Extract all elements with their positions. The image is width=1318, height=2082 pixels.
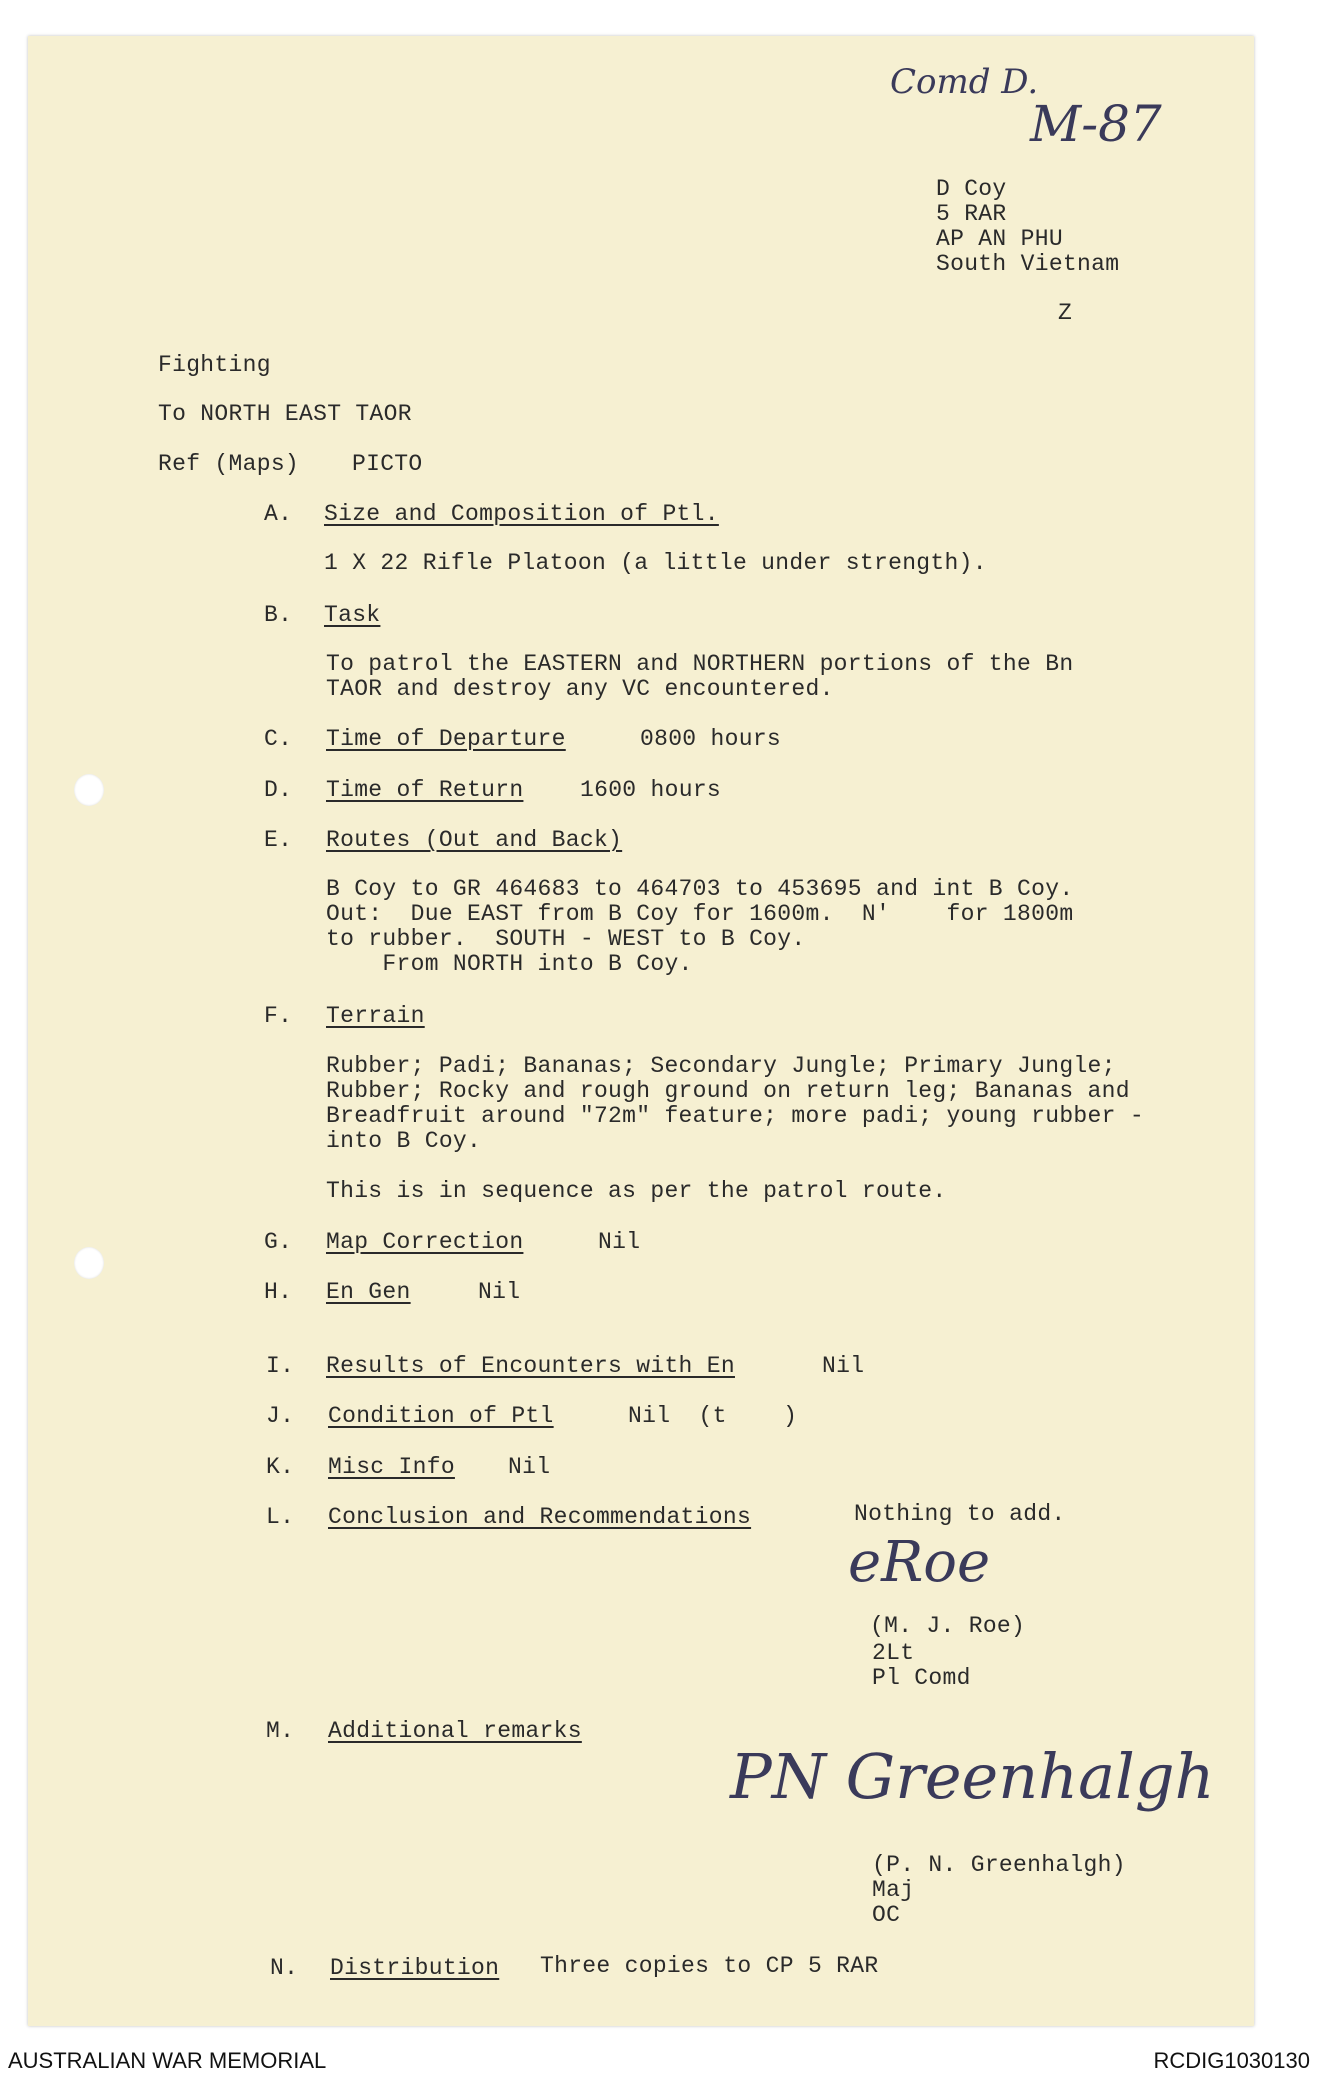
section-i-value: Nil xyxy=(822,1353,865,1379)
section-f-body-2: Rubber; Rocky and rough ground on return leg; Bananas and xyxy=(326,1078,1130,1104)
section-h-heading: En Gen xyxy=(326,1279,411,1305)
section-c-value: 0800 hours xyxy=(640,726,782,752)
address-line-3: AP AN PHU xyxy=(936,226,1063,252)
section-b-body-2: TAOR and destroy any VC encountered. xyxy=(326,676,834,702)
signature-1-role: Pl Comd xyxy=(872,1665,971,1691)
section-f-letter: F. xyxy=(264,1003,293,1029)
section-f-body-3: Breadfruit around "72m" feature; more padi; young rubber - xyxy=(326,1103,1144,1129)
section-e-body-4: From NORTH into B Coy. xyxy=(326,951,693,977)
top-handwritten-note: Comd D. xyxy=(890,62,1039,102)
z-mark: Z xyxy=(1058,300,1073,326)
section-e-body-2: Out: Due EAST from B Coy for 1600m. N' for 1800m xyxy=(326,901,1074,927)
section-l-letter: L. xyxy=(266,1504,295,1530)
ref-maps-value: PICTO xyxy=(352,451,423,477)
section-h-letter: H. xyxy=(264,1279,293,1305)
section-f-heading: Terrain xyxy=(326,1003,425,1029)
section-l-value: Nothing to add. xyxy=(854,1501,1066,1527)
section-i-letter: I. xyxy=(266,1353,295,1379)
footer-id: RCDIG1030130 xyxy=(1153,2048,1310,2073)
section-m-heading: Additional remarks xyxy=(328,1718,582,1744)
handwritten-ref-number: M-87 xyxy=(1030,95,1162,153)
section-f-body-4: into B Coy. xyxy=(326,1128,482,1154)
section-h-value: Nil xyxy=(478,1279,521,1305)
section-e-body-3: to rubber. SOUTH - WEST to B Coy. xyxy=(326,926,806,952)
section-j-value: Nil (t ) xyxy=(628,1403,798,1429)
section-d-heading: Time of Return xyxy=(326,777,524,803)
punch-hole-lower xyxy=(74,1247,104,1279)
signature-1-rank: 2Lt xyxy=(872,1640,915,1666)
section-f-body-1: Rubber; Padi; Bananas; Secondary Jungle; Primary Jungle; xyxy=(326,1053,1116,1079)
patrol-type: Fighting xyxy=(158,352,271,378)
section-j-heading: Condition of Ptl xyxy=(328,1403,554,1429)
signature-greenhalgh: PN Greenhalgh xyxy=(730,1740,1215,1813)
section-f-note: This is in sequence as per the patrol route. xyxy=(326,1178,947,1204)
signature-2-role: OC xyxy=(872,1902,901,1928)
section-g-letter: G. xyxy=(264,1229,293,1255)
section-m-letter: M. xyxy=(266,1718,295,1744)
section-k-heading: Misc Info xyxy=(328,1454,455,1480)
address-line-1: D Coy xyxy=(936,176,1007,202)
section-d-letter: D. xyxy=(264,777,293,803)
section-a-heading: Size and Composition of Ptl. xyxy=(324,501,719,527)
section-g-heading: Map Correction xyxy=(326,1229,524,1255)
ref-maps-label: Ref (Maps) xyxy=(158,451,300,477)
section-e-body-1: B Coy to GR 464683 to 464703 to 453695 and int B Coy. xyxy=(326,876,1074,902)
section-d-value: 1600 hours xyxy=(580,777,722,803)
section-e-letter: E. xyxy=(264,827,293,853)
section-g-value: Nil xyxy=(598,1229,641,1255)
section-n-letter: N. xyxy=(270,1955,299,1981)
signature-1-name: (M. J. Roe) xyxy=(870,1613,1026,1639)
section-n-heading: Distribution xyxy=(330,1955,500,1981)
section-i-heading: Results of Encounters with En xyxy=(326,1353,735,1379)
signature-2-rank: Maj xyxy=(872,1877,915,1903)
document-page xyxy=(28,36,1254,2026)
section-a-letter: A. xyxy=(264,501,293,527)
punch-hole-upper xyxy=(74,774,104,806)
section-k-value: Nil xyxy=(508,1454,551,1480)
section-a-body: 1 X 22 Rifle Platoon (a little under strength). xyxy=(324,550,987,576)
section-c-letter: C. xyxy=(264,726,293,752)
section-e-heading: Routes (Out and Back) xyxy=(326,827,623,853)
address-line-4: South Vietnam xyxy=(936,251,1120,277)
section-b-heading: Task xyxy=(324,602,381,628)
footer-institution: AUSTRALIAN WAR MEMORIAL xyxy=(8,2048,327,2073)
section-l-heading: Conclusion and Recommendations xyxy=(328,1504,752,1530)
address-line-2: 5 RAR xyxy=(936,201,1007,227)
signature-roe: eRoe xyxy=(848,1530,991,1595)
patrol-to: To NORTH EAST TAOR xyxy=(158,401,412,427)
section-b-body-1: To patrol the EASTERN and NORTHERN portions of the Bn xyxy=(326,651,1074,677)
section-c-heading: Time of Departure xyxy=(326,726,566,752)
section-b-letter: B. xyxy=(264,602,293,628)
section-n-value: Three copies to CP 5 RAR xyxy=(540,1953,879,1979)
section-j-letter: J. xyxy=(266,1403,295,1429)
section-k-letter: K. xyxy=(266,1454,295,1480)
signature-2-name: (P. N. Greenhalgh) xyxy=(872,1852,1126,1878)
